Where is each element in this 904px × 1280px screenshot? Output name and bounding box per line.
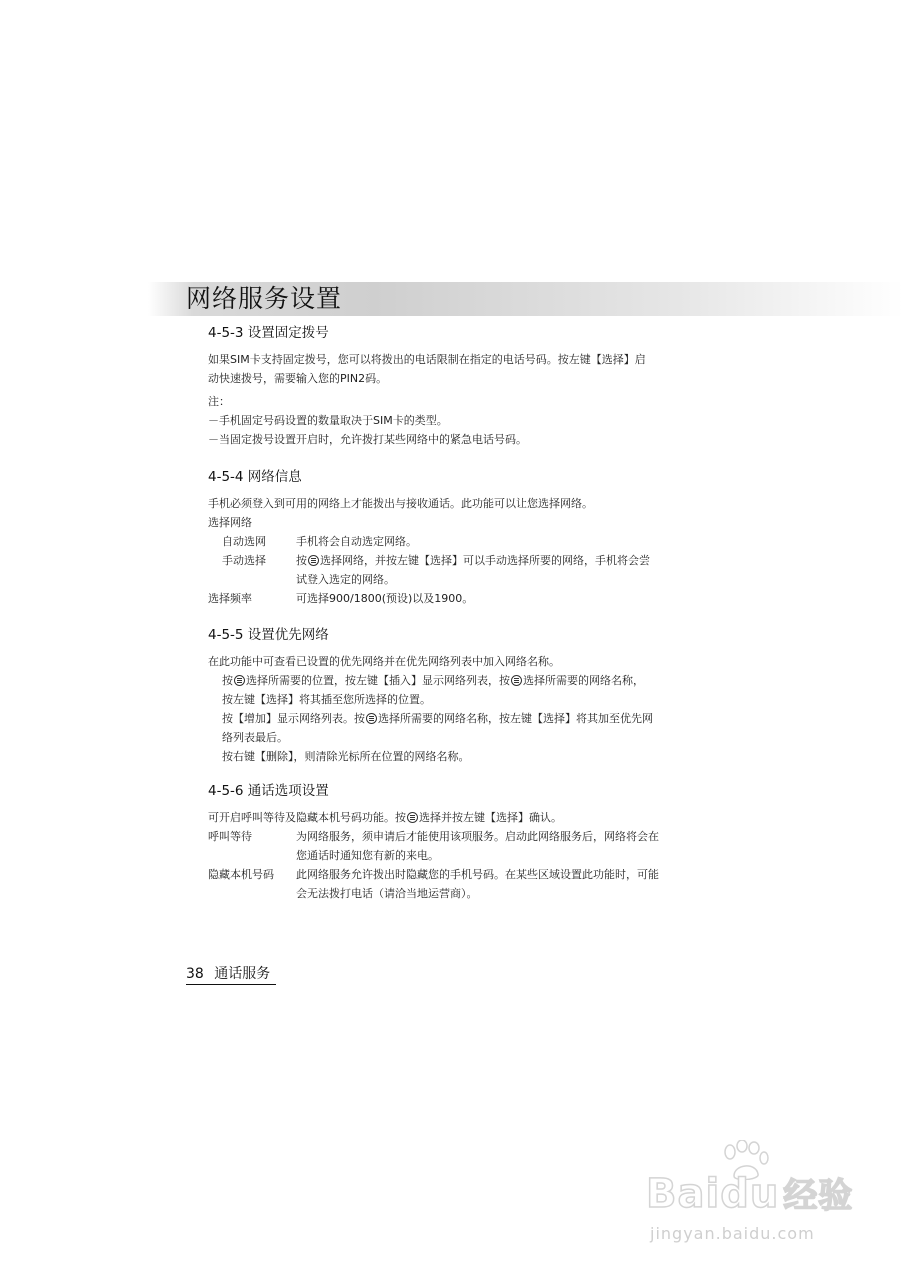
definition-row [208,827,688,865]
note-item: －手机固定号码设置的数量取决于SIM卡的类型。 [208,414,448,427]
definition-row [208,551,688,589]
definition-term: 手动选择 [222,554,266,567]
nav-key-icon [511,675,522,686]
note-item: －当固定拨号设置开启时，允许拨打某些网络中的紧急电话号码。 [208,433,527,446]
definition-term: 隐藏本机号码 [208,868,274,881]
nav-key-icon [234,675,245,686]
text-fragment: 选择并按左键【选择】确认。 [419,811,562,824]
watermark-url: jingyan.baidu.com [650,1224,815,1243]
paragraph-line: 手机必须登入到可用的网络上才能拨出与接收通话。此功能可以让您选择网络。 [208,497,593,510]
paragraph-line: 按右键【删除】，则清除光标所在位置的网络名称。 [222,750,470,763]
text-fragment: 选择所需要的网络名称， [523,674,644,687]
paragraph-line: 在此功能中可查看已设置的优先网络并在优先网络列表中加入网络名称。 [208,655,560,668]
baidu-watermark [646,1144,856,1254]
definition-row [208,865,688,903]
text-fragment: 您通话时通知您有新的来电。 [296,849,439,862]
section-4-5-3 [208,324,688,449]
definition-text: 手机将会自动选定网络。 [296,535,417,548]
sub-label: 选择网络 [208,516,252,529]
section-4-5-6 [208,782,688,903]
definition-term: 自动选网 [222,535,266,548]
definition-text [296,551,688,589]
chapter-name: 通话服务 [214,966,271,982]
text-fragment: 试登入选定的网络。 [296,573,395,586]
text-fragment: 按【增加】显示网络列表。按 [222,712,365,725]
section-heading: 4-5-5 设置优先网络 [208,627,329,643]
definition-term: 呼叫等待 [208,830,252,843]
paragraph-line: 动快速拨号，需要输入您的PIN2码。 [208,372,388,385]
definition-row [208,532,688,551]
text-fragment: 按 [222,674,233,687]
page-number: 38 [186,966,204,982]
definition-text: 可选择900/1800(预设)以及1900。 [296,592,474,605]
section-4-5-4 [208,468,688,608]
logo-part: 经验 [783,1176,854,1216]
nav-key-icon [407,812,418,823]
section-heading: 4-5-3 设置固定拨号 [208,325,329,341]
definition-term: 选择频率 [208,592,252,605]
text-fragment: 选择所需要的网络名称，按左键【选择】将其加至优先网 [378,712,653,725]
definition-row [208,589,688,608]
text-fragment: 可开启呼叫等待及隐藏本机号码功能。按 [208,811,406,824]
definition-text [296,827,688,865]
nav-key-icon [308,555,319,566]
section-4-5-5 [208,626,688,766]
text-fragment: 选择网络，并按左键【选择】可以手动选择所要的网络，手机将会尝 [320,554,650,567]
section-heading: 4-5-4 网络信息 [208,469,302,485]
paragraph-line: 如果SIM卡支持固定拨号，您可以将拨出的电话限制在指定的电话号码。按左键【选择】启 [208,353,646,366]
logo-part: Bai [646,1171,721,1217]
paragraph-line: 络列表最后。 [222,731,288,744]
note-label: 注： [208,395,230,408]
page-footer [186,964,276,985]
watermark-logo [646,1168,853,1217]
paragraph-line [208,709,688,728]
nav-key-icon [366,713,377,724]
text-fragment: 为网络服务，须申请后才能使用该项服务。启动此网络服务后，网络将会在 [296,830,659,843]
definition-text [296,865,688,903]
text-fragment: 会无法拨打电话（请洽当地运营商）。 [296,887,478,900]
section-heading: 4-5-6 通话选项设置 [208,783,329,799]
paragraph-line: 按左键【选择】将其插至您所选择的位置。 [222,693,431,706]
logo-part: du [720,1171,780,1217]
paragraph-line [208,808,688,827]
text-fragment: 按 [296,554,307,567]
paragraph-line [208,671,688,690]
page-title: 网络服务设置 [186,284,343,313]
text-fragment: 此网络服务允许拨出时隐藏您的手机号码。在某些区域设置此功能时，可能 [296,868,659,881]
text-fragment: 选择所需要的位置，按左键【插入】显示网络列表，按 [246,674,510,687]
